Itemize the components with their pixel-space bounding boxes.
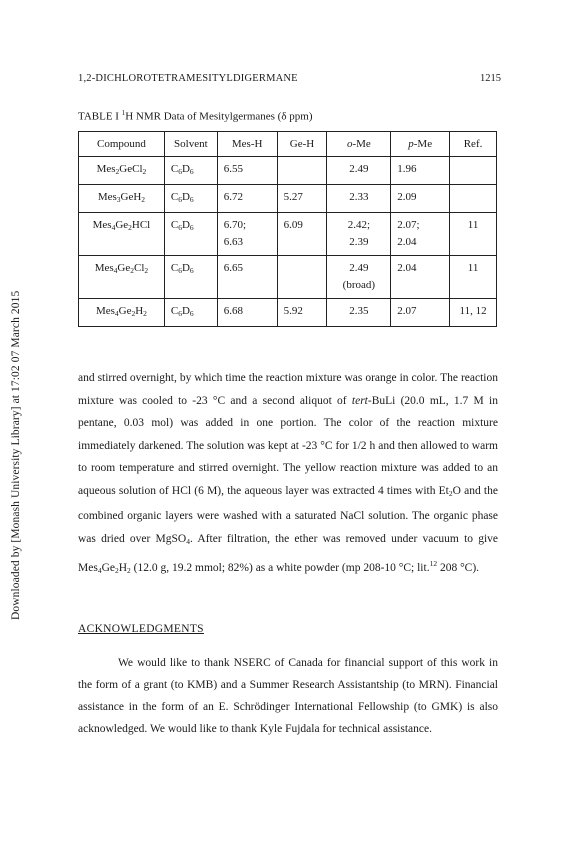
cell-solvent: $C_6D_6$ — [164, 299, 217, 327]
cell-o-me: 2.49 — [327, 157, 391, 185]
download-note: Downloaded by [Monash University Library] at 17:02 07 March 2015 — [10, 290, 22, 620]
cell-ge-h — [277, 157, 327, 185]
cell-ref — [450, 157, 497, 185]
caption-text: H NMR Data of Mesitylgermanes (δ ppm) — [125, 110, 313, 123]
cell-o-me: 2.33 — [327, 185, 391, 213]
cell-compound: Mes$_3$GeH$_2$ — [79, 185, 165, 213]
cell-o-me: 2.35 — [327, 299, 391, 327]
acknowledgments-paragraph: We would like to thank NSERC of Canada for financial support of this work in the form of a grant (to KMB) and a Summer Research Assistantship (to MRN). Financial assistance in the form of an E. Schrödinger International Fellowship (to GMK) is also acknowledged. We would like to thank Kyle Fujdala for technical assistance. — [78, 657, 498, 735]
acknowledgments-section — [78, 652, 498, 740]
cell-ge-h — [277, 256, 327, 299]
header-ref: Ref. — [450, 132, 497, 157]
cell-o-me: 2.42; 2.39 — [327, 213, 391, 256]
cell-ref — [450, 185, 497, 213]
cell-ge-h: 5.92 — [277, 299, 327, 327]
cell-p-me: 2.09 — [391, 185, 450, 213]
cell-ref: 11 — [450, 256, 497, 299]
cell-mes-h: 6.65 — [217, 256, 277, 299]
cell-p-me: 1.96 — [391, 157, 450, 185]
cell-p-me: 2.04 — [391, 256, 450, 299]
table-row — [79, 157, 497, 185]
cell-ge-h: 6.09 — [277, 213, 327, 256]
cell-compound: $Mes_4Ge_2HCl$ — [79, 213, 165, 256]
download-watermark — [10, 291, 22, 620]
cell-compound: Mes$_2$GeCl$_2$ — [79, 157, 165, 185]
header-compound: Compound — [79, 132, 165, 157]
header-o-me: o-Me — [327, 132, 391, 157]
table-caption — [78, 109, 313, 123]
cell-solvent: $C_6D_6$ — [164, 185, 217, 213]
cell-solvent: $C_6D_6$ — [164, 213, 217, 256]
cell-compound: $Mes_4Ge_2Cl_2$ — [79, 256, 165, 299]
table-header-row — [79, 132, 497, 157]
header-ge-h: Ge-H — [277, 132, 327, 157]
experimental-paragraph — [78, 367, 498, 582]
cell-ref: 11 — [450, 213, 497, 256]
table-row — [79, 185, 497, 213]
header-mes-h: Mes-H — [217, 132, 277, 157]
nmr-data-table — [78, 131, 497, 327]
header-p-me: p-Me — [391, 132, 450, 157]
cell-mes-h: 6.68 — [217, 299, 277, 327]
running-title: 1,2-DICHLOROTETRAMESITYLDIGERMANE — [78, 73, 298, 84]
cell-mes-h: 6.70; 6.63 — [217, 213, 277, 256]
page-number: 1215 — [480, 73, 501, 84]
cell-solvent: $C_6D_6$ — [164, 256, 217, 299]
cell-p-me: 2.07; 2.04 — [391, 213, 450, 256]
cell-o-me: 2.49 (broad) — [327, 256, 391, 299]
cell-mes-h: 6.55 — [217, 157, 277, 185]
cell-compound: $Mes_4Ge_2H_2$ — [79, 299, 165, 327]
body-paragraph: and stirred overnight, by which time the reaction mixture was orange in color. The reaction mixture was cooled to -23 °C and a second aliquot of tert-BuLi (20.0 mL, 1.7 M in pentane, 0.03 mol) was added in one portion. The color of the reaction mixture immediately darkened. The solution was kept at -23 °C for 1/2 h and then allowed to warm to room temperature and stirred overnight. The yellow reaction mixture was added to an aqueous solution of HCl (6 M), the aqueous layer was extracted 4 times with $Et_2O$ and the combined organic layers were washed with a saturated NaCl solution. The organic phase was dried over MgSO$_4$. After filtration, the ether was removed under vacuum to give $Mes_4Ge_2H_2$ (12.0 g, 19.2 mmol; 82%) as a white powder (mp 208-10 °C; lit.$^{12}$ 208 °C). — [78, 372, 499, 575]
caption-superscript: 1 — [121, 109, 126, 117]
cell-mes-h: 6.72 — [217, 185, 277, 213]
cell-p-me: 2.07 — [391, 299, 450, 327]
header-solvent: Solvent — [164, 132, 217, 157]
cell-solvent: $C_6D_6$ — [164, 157, 217, 185]
table-row — [79, 213, 497, 256]
cell-ref: 11, 12 — [450, 299, 497, 327]
caption-prefix: TABLE I — [78, 110, 119, 123]
acknowledgments-heading: ACKNOWLEDGMENTS — [78, 623, 204, 635]
cell-ge-h: 5.27 — [277, 185, 327, 213]
table-row — [79, 256, 497, 299]
table-row — [79, 299, 497, 327]
